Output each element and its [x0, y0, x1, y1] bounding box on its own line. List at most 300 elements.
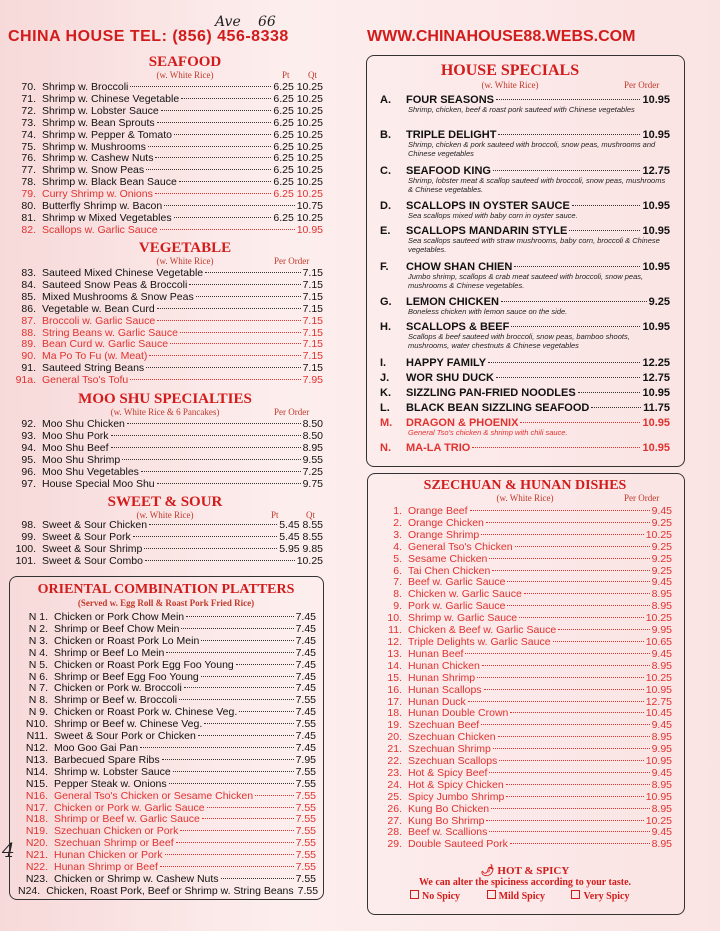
item-name: General Tso's Chicken: [408, 540, 513, 553]
item-number: 91.: [21, 362, 36, 375]
dot-leader: [161, 110, 272, 111]
checkbox-icon[interactable]: [487, 890, 496, 899]
item-name: Shrimp w. Broccoli: [42, 81, 129, 93]
item-price: 9.75: [302, 477, 323, 490]
item-name: Pepper Steak w. Onions: [54, 777, 167, 790]
dot-leader: [146, 367, 300, 368]
dot-leader: [157, 308, 301, 309]
dot-leader: [496, 377, 640, 378]
vegetable-list: [10, 268, 323, 387]
item-price: 7.45: [295, 646, 316, 659]
item-name: Hunan Shrimp: [408, 671, 476, 684]
item-letter: A.: [380, 94, 391, 106]
item-number: N24.: [18, 884, 41, 897]
item-price: 7.55: [295, 789, 316, 802]
item-price: 5.95 9.85: [279, 542, 323, 555]
item-price: 7.15: [302, 338, 323, 351]
item-number: N23.: [25, 872, 48, 885]
item-price: 10.75: [296, 200, 323, 213]
item-number: 76.: [21, 152, 36, 165]
item-name: DRAGON & PHOENIX: [406, 417, 519, 429]
item-price: 7.15: [302, 290, 323, 303]
item-price: 7.55: [295, 765, 316, 778]
item-name: Chicken or Shrimp w. Cashew Nuts: [54, 872, 219, 885]
item-price: 8.95: [651, 802, 672, 815]
dot-leader: [189, 284, 300, 285]
dot-leader: [205, 272, 300, 273]
item-price: 7.15: [302, 278, 323, 291]
dot-leader: [164, 205, 295, 206]
dot-leader: [176, 842, 294, 843]
item-number: N13.: [25, 753, 48, 766]
item-price: 6.25 10.25: [273, 104, 323, 117]
item-price: 9.25: [651, 516, 672, 529]
item-price: 7.25: [302, 465, 323, 478]
checkbox-icon[interactable]: [571, 890, 580, 899]
item-price: 7.55: [295, 813, 316, 826]
seafood-col-pt: Pt: [282, 70, 290, 80]
menu-item: [380, 839, 672, 851]
item-name: Sauteed Snow Peas & Broccoli: [42, 278, 188, 291]
mooshu-subtitle: (w. White Rice & 6 Pancakes): [110, 407, 220, 417]
item-number: 28.: [387, 826, 402, 839]
dot-leader: [170, 343, 301, 344]
dot-leader: [157, 320, 300, 321]
dot-leader: [488, 362, 640, 363]
menu-item: [380, 542, 672, 554]
mooshu-list: [10, 419, 323, 490]
item-number: 96.: [21, 465, 36, 478]
item-price: 10.95: [645, 790, 672, 803]
item-name: Shrimp w. Cashew Nuts: [42, 152, 154, 165]
item-price: 7.45: [295, 706, 316, 719]
item-price: 10.95: [642, 94, 670, 106]
item-number: 18.: [387, 707, 402, 720]
item-name: SCALLOPS MANDARIN STYLE: [406, 225, 568, 237]
item-letter: L.: [380, 402, 390, 414]
item-number: N21.: [25, 849, 48, 862]
combo-list: [18, 611, 319, 898]
spicy-option-label: Mild Spicy: [498, 891, 545, 902]
dot-leader: [482, 665, 650, 666]
item-number: 10.: [387, 612, 402, 625]
item-name: Chicken & Beef w. Garlic Sauce: [408, 624, 557, 637]
item-letter: G.: [380, 296, 392, 308]
item-number: N 9.: [28, 706, 48, 719]
dot-leader: [181, 628, 293, 629]
item-number: N 6.: [28, 670, 48, 683]
item-price: 10.95: [642, 261, 670, 273]
item-number: 8.: [393, 588, 402, 601]
dot-leader: [111, 447, 301, 448]
item-name: Shrimp or Beef Egg Foo Young: [54, 670, 199, 683]
item-price: 10.95: [642, 442, 670, 454]
menu-item: [10, 556, 323, 568]
item-name: General Tso's Chicken or Sesame Chicken: [54, 789, 254, 802]
item-name: Bean Curd w. Garlic Sauce: [42, 338, 169, 351]
item-name: Beef w. Scallions: [408, 826, 488, 839]
combo-subtitle: (Served w. Egg Roll & Roast Pork Fried Rice): [77, 598, 255, 608]
item-price: 10.25: [645, 671, 672, 684]
item-name: Double Sauteed Pork: [408, 838, 508, 851]
item-price: 9.95: [651, 624, 672, 637]
item-letter: E.: [380, 225, 391, 237]
seafood-col-qt: Qt: [308, 70, 317, 80]
sweetsour-col-pt: Pt: [271, 510, 279, 520]
item-number: N17.: [25, 801, 48, 814]
house-special-line: [380, 357, 670, 369]
item-price: 10.45: [645, 707, 672, 720]
menu-item: [10, 479, 323, 491]
item-number: 13.: [387, 647, 402, 660]
mooshu-title: MOO SHU SPECIALTIES: [78, 391, 252, 407]
house-subtitle: (w. White Rice): [481, 80, 539, 90]
item-name: TRIPLE DELIGHT: [406, 129, 497, 141]
item-price: 9.55: [302, 453, 323, 466]
dot-leader: [130, 379, 300, 380]
item-price: 6.25 10.25: [273, 116, 323, 129]
spicy-note: We can alter the spiciness according to your taste.: [418, 877, 632, 888]
spicy-options: [410, 890, 654, 902]
item-name: Hunan Double Crown: [408, 707, 509, 720]
dot-leader: [498, 134, 640, 135]
item-number: 99.: [21, 530, 36, 543]
dot-leader: [239, 711, 293, 712]
checkbox-icon[interactable]: [410, 890, 419, 899]
item-name: Kung Bo Shrimp: [408, 814, 485, 827]
item-name: Shrimp w. Snow Peas: [42, 164, 145, 177]
item-number: 74.: [21, 128, 36, 141]
item-number: N16.: [25, 789, 48, 802]
item-name: MA-LA TRIO: [406, 442, 471, 454]
item-number: N19.: [25, 825, 48, 838]
item-number: 78.: [21, 176, 36, 189]
item-price: 6.25 10.25: [273, 188, 323, 201]
item-name: Orange Beef: [408, 505, 468, 517]
item-price: 6.25 10.25: [273, 211, 323, 224]
dot-leader: [507, 605, 649, 606]
item-price: 9.45: [651, 647, 672, 660]
item-number: N11.: [26, 730, 48, 743]
item-number: 92.: [21, 418, 36, 430]
seafood-subtitle: (w. White Rice): [156, 70, 214, 80]
item-description: Shrimp, chicken, beef & roast pork sauteed with Chinese vegetables: [408, 105, 635, 114]
item-name: Sauteed String Beans: [42, 362, 145, 375]
item-name: Moo Shu Chicken: [42, 418, 125, 430]
vegetable-subtitle: (w. White Rice): [156, 256, 214, 266]
house-special-line: [380, 442, 670, 454]
house-special-item: [380, 442, 670, 454]
item-name: Scallops w. Garlic Sauce: [42, 223, 158, 236]
dot-leader: [514, 266, 640, 267]
house-special-item: [380, 261, 670, 290]
header-phone: CHINA HOUSE TEL: (856) 456-8338: [8, 28, 289, 45]
menu-item: [18, 791, 316, 803]
item-price: 7.45: [295, 730, 316, 743]
item-name: Sauteed Mixed Chinese Vegetable: [42, 267, 204, 279]
item-number: N15.: [25, 777, 48, 790]
item-name: Moo Goo Gai Pan: [54, 741, 139, 754]
item-name: Sweet & Sour Pork or Chicken: [54, 730, 196, 743]
item-number: 25.: [387, 790, 402, 803]
item-name: BLACK BEAN SIZZLING SEAFOOD: [406, 402, 590, 414]
item-price: 8.95: [651, 778, 672, 791]
item-name: Hunan Shrimp or Beef: [54, 861, 158, 874]
dot-leader: [558, 629, 649, 630]
dot-leader: [484, 689, 644, 690]
dot-leader: [202, 818, 294, 819]
header-website[interactable]: WWW.CHINAHOUSE88.WEBS.COM: [367, 28, 636, 45]
item-description: Shrimp, chicken & pork sauteed with broccoli, snow peas, mushrooms and Chinese vegetables: [408, 140, 656, 158]
item-price: 9.95: [651, 743, 672, 756]
menu-item: [10, 544, 323, 556]
item-name: Beef w. Garlic Sauce: [408, 576, 506, 589]
spicy-option-very[interactable]: [571, 891, 629, 902]
item-number: 71.: [21, 92, 36, 105]
dot-leader: [591, 407, 641, 408]
item-number: N 1.: [28, 611, 48, 623]
dot-leader: [180, 332, 301, 333]
dot-leader: [204, 723, 293, 724]
item-number: 2.: [393, 516, 402, 529]
item-price: 7.15: [302, 314, 323, 327]
item-name: Mixed Mushrooms & Snow Peas: [42, 290, 194, 303]
spicy-option-none[interactable]: [410, 891, 460, 902]
item-number: 11.: [388, 624, 402, 637]
item-number: 87.: [21, 314, 36, 327]
item-price: 8.95: [651, 600, 672, 613]
item-name: Shrimp w. Pepper & Tomato: [42, 128, 172, 141]
item-description: Scallops & beef sauteed with broccoli, snow peas, bamboo shoots, mushrooms, water chestnuts & Chinese vegetables: [408, 332, 630, 350]
item-price: 5.45 8.55: [279, 519, 323, 531]
item-name: CHOW SHAN CHIEN: [406, 261, 513, 273]
vegetable-col: Per Order: [274, 256, 310, 266]
item-number: 86.: [21, 302, 36, 315]
spicy-title: [380, 864, 670, 877]
item-price: 8.95: [302, 441, 323, 454]
item-name: Shrimp or Beef w. Chinese Veg.: [54, 718, 203, 731]
item-price: 8.95: [651, 838, 672, 851]
item-price: 9.45: [651, 719, 672, 732]
item-number: N 3.: [28, 634, 48, 647]
item-name: Sweet & Sour Combo: [42, 554, 143, 567]
item-price: 10.25: [645, 528, 672, 541]
dot-leader: [578, 392, 641, 393]
item-price: 7.55: [295, 718, 316, 731]
menu-item: [380, 673, 672, 685]
item-name: Moo Shu Beef: [42, 441, 109, 454]
house-special-item: [380, 357, 670, 369]
item-number: 73.: [21, 116, 36, 129]
dot-leader: [507, 581, 649, 582]
item-price: 7.55: [295, 777, 316, 790]
item-price: 6.25 10.25: [273, 152, 323, 165]
item-name: Butterfly Shrimp w. Bacon: [42, 200, 163, 213]
dot-leader: [553, 641, 644, 642]
dot-leader: [499, 760, 643, 761]
handwriting-margin: 4: [2, 838, 15, 862]
item-price: 12.75: [642, 372, 670, 384]
item-name: General Tso's Tofu: [42, 374, 129, 387]
menu-item: [380, 649, 672, 661]
item-letter: D.: [380, 200, 391, 212]
item-price: 7.55: [295, 801, 316, 814]
item-price: 7.55: [295, 825, 316, 838]
item-number: 101.: [15, 554, 36, 567]
item-number: 72.: [21, 104, 36, 117]
dot-leader: [498, 736, 650, 737]
item-number: 24.: [387, 778, 402, 791]
item-number: 79.: [21, 188, 36, 201]
spicy-option-label: No Spicy: [422, 891, 461, 902]
szechuan-col: Per Order: [624, 493, 660, 503]
handwriting-number: 66: [258, 14, 276, 30]
item-name: Szechuan Beef: [408, 719, 480, 732]
house-special-item: [380, 129, 670, 158]
menu-item: [10, 304, 323, 316]
item-number: 89.: [21, 338, 36, 351]
house-special-item: [380, 321, 670, 350]
item-name: Hunan Chicken: [408, 659, 480, 672]
item-price: 7.55: [295, 837, 316, 850]
item-price: 10.95: [296, 223, 323, 236]
house-col: Per Order: [624, 80, 660, 90]
item-price: 10.25: [296, 554, 323, 567]
item-number: 4.: [393, 540, 402, 553]
menu-item: [10, 106, 323, 118]
item-number: N14.: [25, 765, 48, 778]
item-name: Shrimp w Mixed Vegetables: [42, 211, 172, 224]
item-letter: M.: [380, 417, 393, 429]
item-price: 7.55: [295, 849, 316, 862]
item-letter: B.: [380, 129, 391, 141]
dot-leader: [148, 146, 271, 147]
sweetsour-col-qt: Qt: [306, 510, 315, 520]
item-price: 11.75: [643, 402, 670, 414]
item-name: Shrimp w. Chinese Vegetable: [42, 92, 180, 105]
item-price: 9.25: [651, 564, 672, 577]
item-number: 23.: [387, 766, 402, 779]
item-price: 7.45: [295, 670, 316, 683]
dot-leader: [165, 854, 294, 855]
item-number: N10.: [25, 718, 48, 731]
item-price: 10.95: [642, 225, 670, 237]
item-price: 7.45: [295, 622, 316, 635]
item-name: Sesame Chicken: [408, 552, 488, 565]
item-number: N 8.: [28, 694, 48, 707]
item-price: 10.25: [645, 814, 672, 827]
item-name: Moo Shu Shrimp: [42, 453, 121, 466]
item-name: Hunan Beef: [408, 647, 464, 660]
menu-item: [10, 455, 323, 467]
dot-leader: [255, 795, 293, 796]
item-number: N 2.: [28, 622, 48, 635]
menu-item: [380, 530, 672, 542]
item-letter: H.: [380, 321, 391, 333]
item-number: 93.: [21, 429, 36, 442]
item-price: 8.50: [302, 418, 323, 430]
menu-item: [10, 375, 323, 387]
item-price: 9.45: [651, 826, 672, 839]
dot-leader: [493, 170, 641, 171]
dot-leader: [489, 772, 649, 773]
dot-leader: [174, 217, 272, 218]
dot-leader: [236, 664, 294, 665]
item-name: Sweet & Sour Pork: [42, 530, 131, 543]
item-number: 88.: [21, 326, 36, 339]
item-number: 85.: [21, 290, 36, 303]
item-price: 10.95: [642, 417, 670, 429]
item-number: 70.: [21, 81, 36, 93]
item-price: 12.25: [642, 357, 670, 369]
item-name: LEMON CHICKEN: [406, 296, 499, 308]
dot-leader: [160, 229, 295, 230]
item-name: Shrimp or Beef Lo Mein: [54, 646, 165, 659]
dot-leader: [127, 423, 301, 424]
item-name: Sweet & Sour Shrimp: [42, 542, 143, 555]
item-price: 7.15: [302, 267, 323, 279]
item-price: 10.65: [645, 635, 672, 648]
menu-item: [18, 779, 316, 791]
dot-leader: [122, 459, 300, 460]
item-price: 9.45: [651, 576, 672, 589]
dot-leader: [519, 617, 644, 618]
dot-leader: [207, 807, 294, 808]
item-price: 9.25: [648, 296, 670, 308]
item-price: 5.45 8.55: [279, 530, 323, 543]
item-number: 75.: [21, 140, 36, 153]
item-name: SCALLOPS IN OYSTER SAUCE: [406, 200, 570, 212]
item-name: Shrimp w. Mushrooms: [42, 140, 146, 153]
house-special-item: [380, 225, 670, 254]
item-name: Chicken w. Garlic Sauce: [408, 588, 522, 601]
menu-item: [10, 225, 323, 237]
item-price: 12.75: [645, 695, 672, 708]
spicy-option-mild[interactable]: [487, 891, 545, 902]
house-special-line: [380, 402, 670, 414]
dot-leader: [481, 534, 644, 535]
dot-leader: [173, 771, 294, 772]
szechuan-list: [380, 506, 672, 851]
item-name: Hot & Spicy Chicken: [408, 778, 504, 791]
dot-leader: [510, 843, 650, 844]
item-number: 6.: [393, 564, 402, 577]
menu-item: [10, 443, 323, 455]
dot-leader: [572, 205, 641, 206]
dot-leader: [511, 326, 640, 327]
item-number: N12.: [25, 741, 48, 754]
menu-item: [380, 661, 672, 673]
dot-leader: [174, 134, 271, 135]
dot-leader: [181, 98, 271, 99]
item-name: Shrimp or Beef Chow Mein: [54, 622, 180, 635]
item-name: Hunan Duck: [408, 695, 466, 708]
item-name: Triple Delights w. Garlic Sauce: [408, 635, 551, 648]
item-name: Moo Shu Vegetables: [42, 465, 139, 478]
item-price: 7.55: [295, 872, 316, 885]
item-price: 9.45: [651, 766, 672, 779]
item-number: N 4.: [28, 646, 48, 659]
dot-leader: [506, 784, 650, 785]
item-number: 12.: [387, 635, 402, 648]
item-name: HAPPY FAMILY: [406, 357, 487, 369]
item-number: N 5.: [28, 658, 48, 671]
dot-leader: [169, 783, 294, 784]
dot-leader: [489, 558, 649, 559]
item-price: 6.25 10.25: [273, 176, 323, 189]
dot-leader: [140, 747, 294, 748]
menu-item: [18, 884, 319, 898]
